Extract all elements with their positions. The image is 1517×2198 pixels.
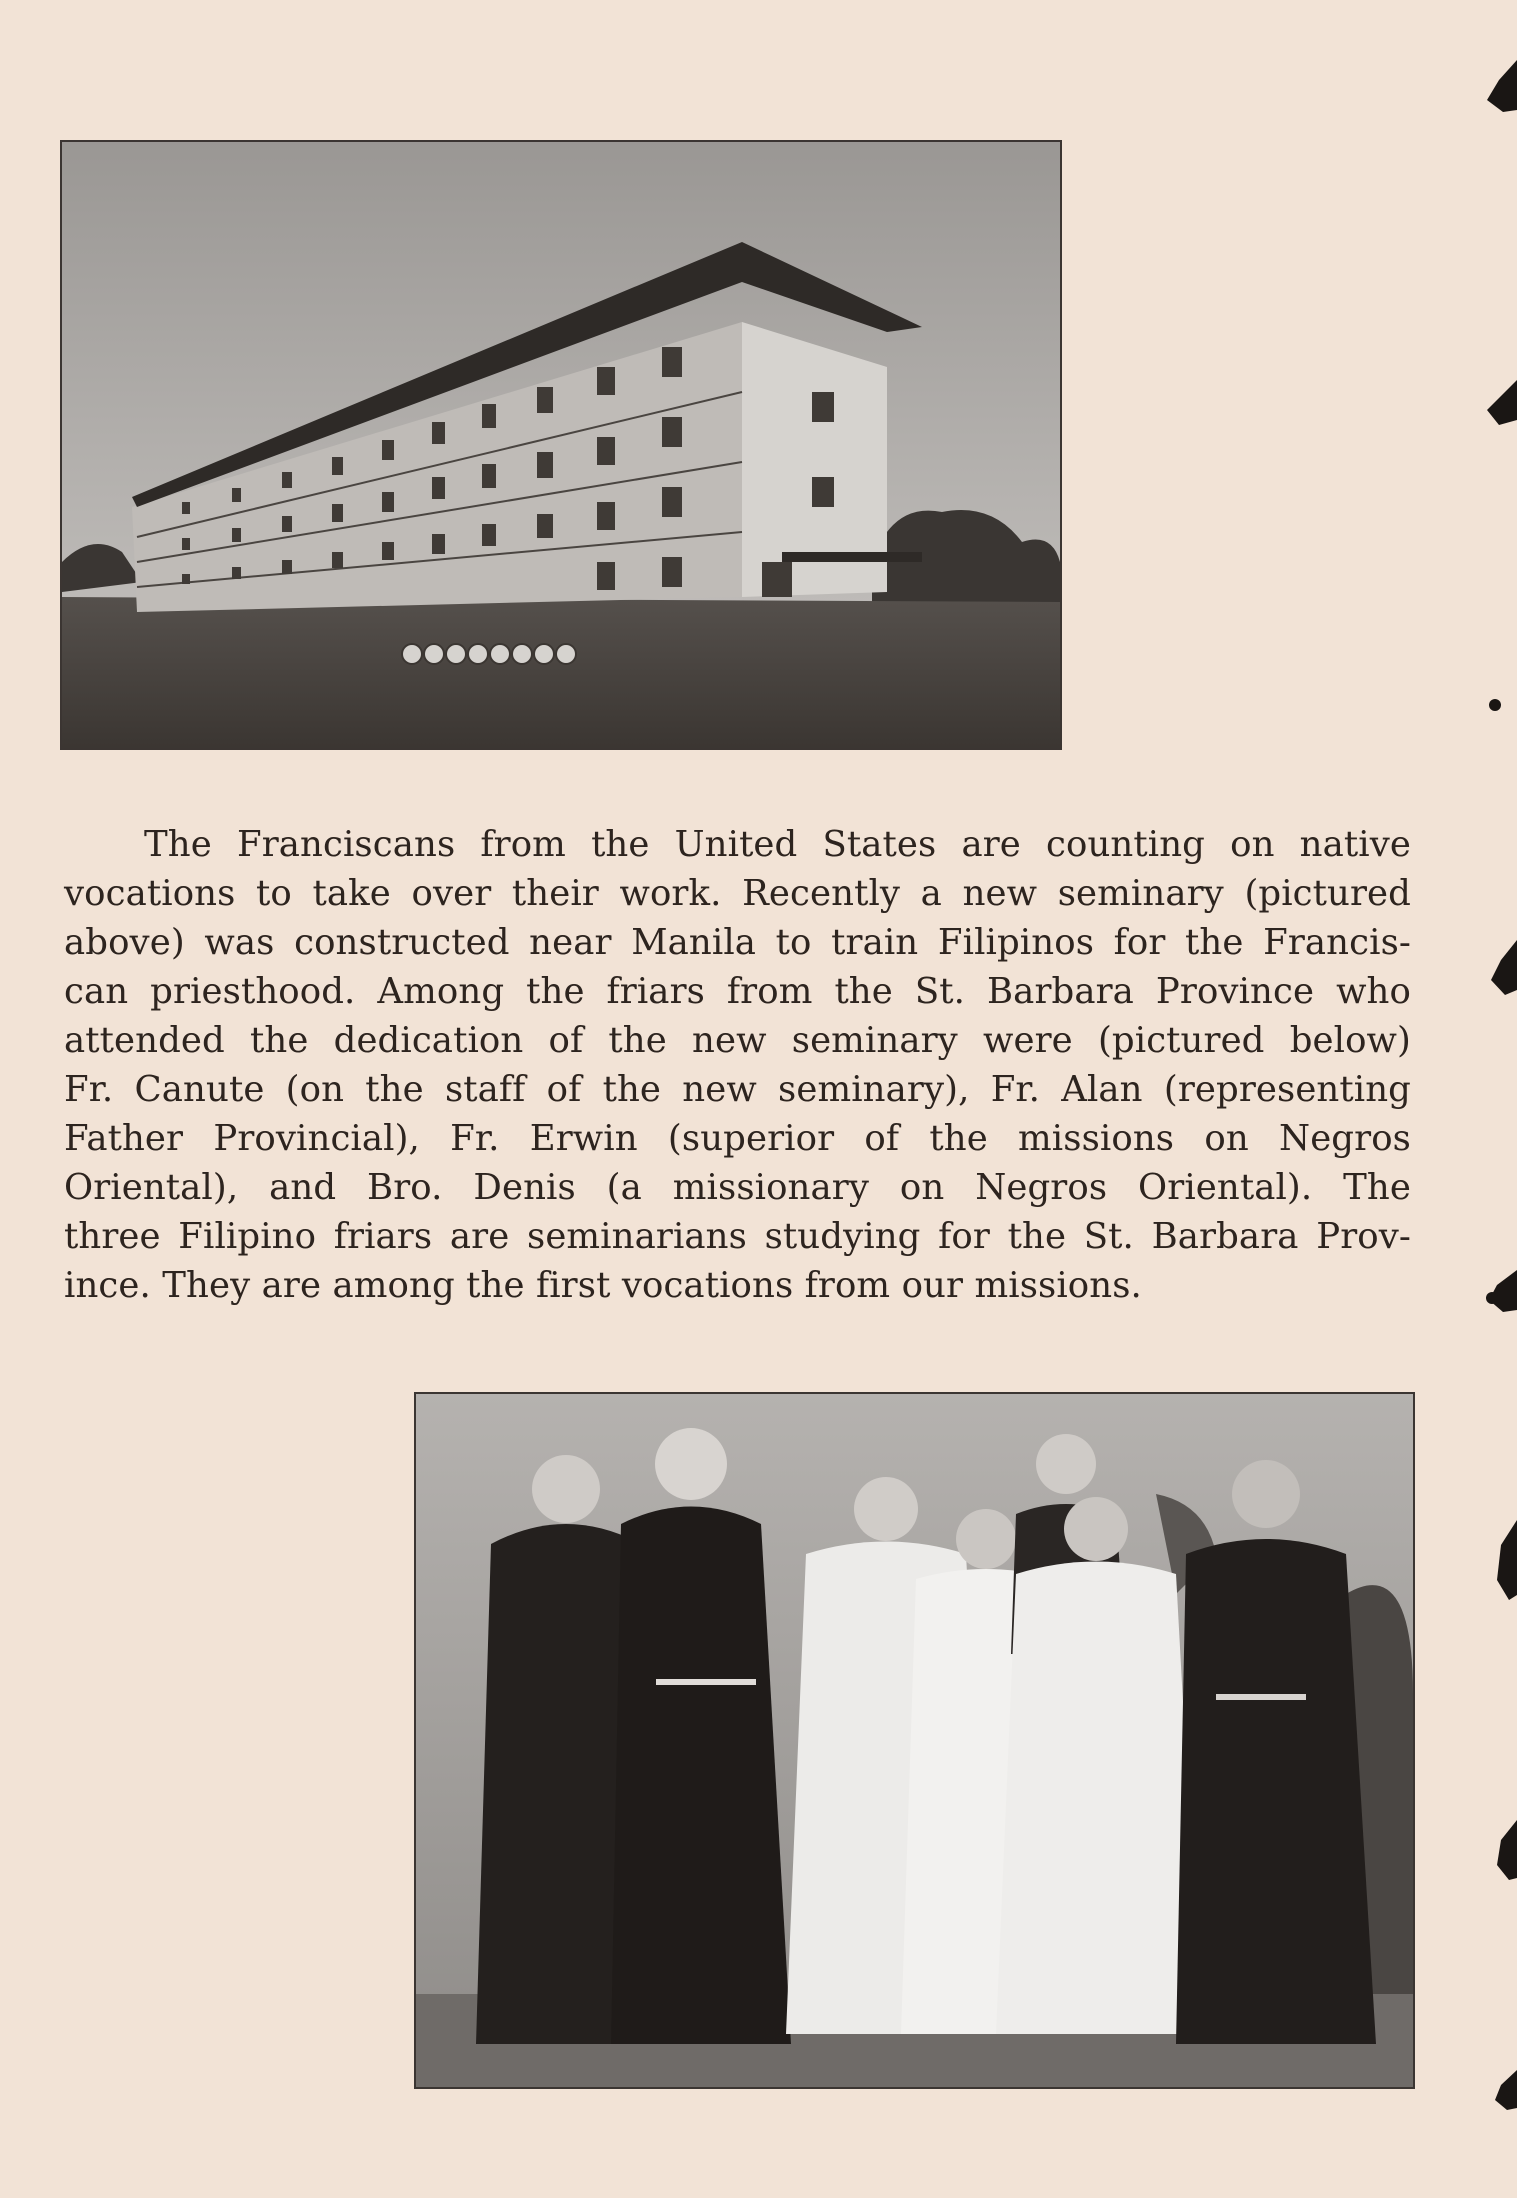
friars-group-photo [414,1392,1415,2089]
caption-line: three Filipino friars are seminarians studying for the St. Barbara Prov- [64,1216,1411,1257]
seminary-building-photo [60,140,1062,750]
caption-line: The Franciscans from the United States are counting on native [144,824,1411,865]
caption-line: attended the dedication of the new seminary were (pictured below) [64,1020,1411,1061]
seminary-building-image [62,142,1060,748]
friars-group-image [416,1394,1413,2087]
caption-paragraph [64,820,1411,1310]
caption-line: above) was constructed near Manila to train Filipinos for the Francis- [64,922,1411,963]
caption-line: Father Provincial), Fr. Erwin (superior of the missions on Negros [64,1118,1411,1159]
caption-line: can priesthood. Among the friars from the St. Barbara Province who [64,971,1411,1012]
caption-line: ince. They are among the first vocations from our missions. [64,1265,1142,1306]
caption-line: Oriental), and Bro. Denis (a missionary on Negros Oriental). The [64,1167,1411,1208]
torn-page-edge [1447,0,1517,2198]
caption-line: Fr. Canute (on the staff of the new seminary), Fr. Alan (representing [64,1069,1411,1110]
caption-line: vocations to take over their work. Recently a new seminary (pictured [64,873,1411,914]
